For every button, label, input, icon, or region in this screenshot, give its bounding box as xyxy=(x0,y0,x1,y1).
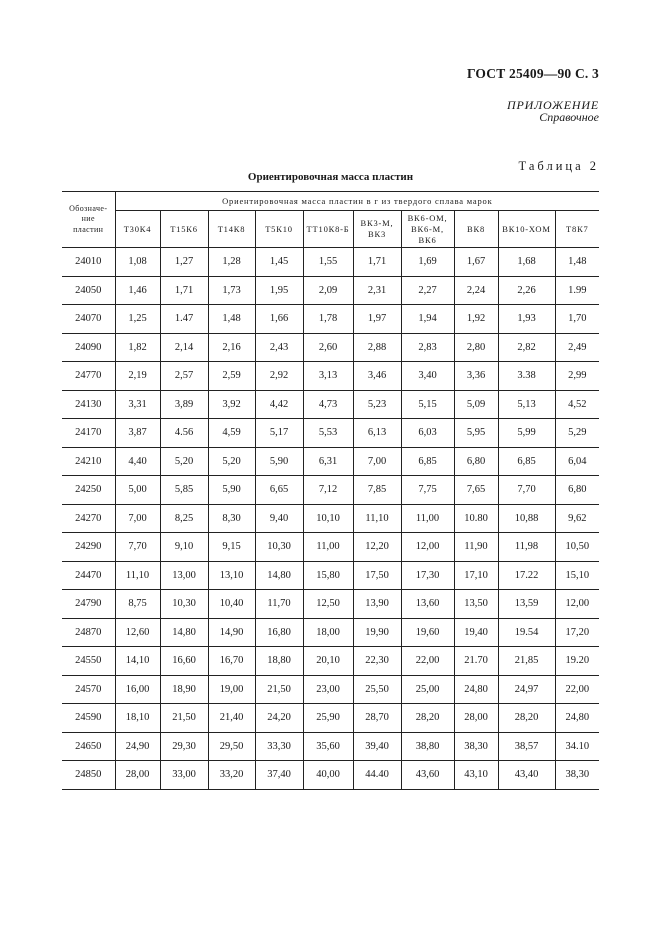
mass-cell: 28,20 xyxy=(498,704,555,733)
mass-cell: 19,90 xyxy=(353,618,401,647)
mass-cell: 10,40 xyxy=(208,590,255,619)
mass-cell: 22,30 xyxy=(353,647,401,676)
plate-designation: 24290 xyxy=(62,533,115,562)
mass-cell: 17,50 xyxy=(353,561,401,590)
plate-designation: 24130 xyxy=(62,390,115,419)
mass-cell: 2,60 xyxy=(303,333,353,362)
mass-cell: 23,00 xyxy=(303,675,353,704)
mass-cell: 7,00 xyxy=(353,447,401,476)
plate-designation: 24870 xyxy=(62,618,115,647)
mass-cell: 1,28 xyxy=(208,248,255,277)
mass-cell: 2,19 xyxy=(115,362,160,391)
mass-cell: 16,70 xyxy=(208,647,255,676)
mass-cell: 3,40 xyxy=(401,362,454,391)
mass-cell: 24,97 xyxy=(498,675,555,704)
mass-cell: 1,92 xyxy=(454,305,498,334)
mass-cell: 21,50 xyxy=(160,704,208,733)
column-header-line: Т8К7 xyxy=(566,223,589,234)
column-header-line: ВК10-ХОМ xyxy=(502,223,551,234)
mass-cell: 7,12 xyxy=(303,476,353,505)
table-row xyxy=(62,504,599,533)
mass-cell: 2,92 xyxy=(255,362,303,391)
mass-cell: 29,30 xyxy=(160,732,208,761)
column-header-line: ВК3 xyxy=(368,229,386,239)
mass-cell: 16,00 xyxy=(115,675,160,704)
mass-cell: 35,60 xyxy=(303,732,353,761)
mass-cell: 5,09 xyxy=(454,390,498,419)
plate-designation: 24170 xyxy=(62,419,115,448)
mass-cell: 3,13 xyxy=(303,362,353,391)
mass-cell: 8,30 xyxy=(208,504,255,533)
mass-cell: 1,27 xyxy=(160,248,208,277)
mass-cell: 19,00 xyxy=(208,675,255,704)
column-header-line: ТТ10К8-Б xyxy=(306,223,350,234)
mass-cell: 17,20 xyxy=(555,618,599,647)
plate-designation: 24850 xyxy=(62,761,115,790)
plate-designation: 24470 xyxy=(62,561,115,590)
column-header xyxy=(353,211,401,248)
mass-cell: 6,03 xyxy=(401,419,454,448)
mass-cell: 13,60 xyxy=(401,590,454,619)
mass-cell: 18,80 xyxy=(255,647,303,676)
mass-cell: 11,70 xyxy=(255,590,303,619)
mass-cell: 38,30 xyxy=(454,732,498,761)
mass-cell: 24,90 xyxy=(115,732,160,761)
column-header xyxy=(555,211,599,248)
mass-cell: 6,85 xyxy=(401,447,454,476)
designation-header xyxy=(62,192,115,248)
mass-cell: 40,00 xyxy=(303,761,353,790)
mass-cell: 13,90 xyxy=(353,590,401,619)
table-row xyxy=(62,561,599,590)
mass-cell: 18,90 xyxy=(160,675,208,704)
mass-cell: 1,48 xyxy=(208,305,255,334)
mass-cell: 4,59 xyxy=(208,419,255,448)
mass-cell: 5,20 xyxy=(208,447,255,476)
mass-cell: 1,82 xyxy=(115,333,160,362)
plate-designation: 24790 xyxy=(62,590,115,619)
mass-cell: 33,00 xyxy=(160,761,208,790)
mass-cell: 19,60 xyxy=(401,618,454,647)
mass-cell: 2,26 xyxy=(498,276,555,305)
mass-cell: 38,80 xyxy=(401,732,454,761)
mass-cell: 3.38 xyxy=(498,362,555,391)
plate-designation: 24550 xyxy=(62,647,115,676)
mass-cell: 1,71 xyxy=(353,248,401,277)
plate-designation: 24090 xyxy=(62,333,115,362)
column-header-line: Т5К10 xyxy=(265,223,293,234)
mass-cell: 2,09 xyxy=(303,276,353,305)
mass-cell: 11,10 xyxy=(115,561,160,590)
mass-group-header: Ориентировочная масса пластин в г из твердого сплава марок xyxy=(115,192,599,211)
mass-cell: 10,50 xyxy=(555,533,599,562)
mass-cell: 1,97 xyxy=(353,305,401,334)
mass-cell: 2,43 xyxy=(255,333,303,362)
mass-cell: 1,46 xyxy=(115,276,160,305)
mass-cell: 4,42 xyxy=(255,390,303,419)
table-title: Ориентировочная масса пластин xyxy=(247,171,414,183)
mass-cell: 5,85 xyxy=(160,476,208,505)
mass-cell: 2,88 xyxy=(353,333,401,362)
mass-cell: 1.99 xyxy=(555,276,599,305)
mass-cell: 21,85 xyxy=(498,647,555,676)
mass-cell: 16,80 xyxy=(255,618,303,647)
column-header-line: ВК6-ОМ, xyxy=(407,212,448,223)
mass-cell: 21,40 xyxy=(208,704,255,733)
mass-cell: 6,85 xyxy=(498,447,555,476)
mass-cell: 4,40 xyxy=(115,447,160,476)
mass-cell: 38,30 xyxy=(555,761,599,790)
mass-cell: 10.80 xyxy=(454,504,498,533)
mass-cell: 13,00 xyxy=(160,561,208,590)
mass-cell: 10,88 xyxy=(498,504,555,533)
mass-cell: 8,75 xyxy=(115,590,160,619)
mass-cell: 6,13 xyxy=(353,419,401,448)
column-header xyxy=(401,211,454,248)
mass-cell: 34.10 xyxy=(555,732,599,761)
mass-cell: 44.40 xyxy=(353,761,401,790)
column-header-line: Т14К8 xyxy=(217,223,246,234)
mass-cell: 17.22 xyxy=(498,561,555,590)
table-row xyxy=(62,476,599,505)
column-header-line: ВК6-М, xyxy=(411,223,444,234)
mass-cell: 2,80 xyxy=(454,333,498,362)
table-row xyxy=(62,675,599,704)
mass-cell: 2,31 xyxy=(353,276,401,305)
mass-cell: 11,10 xyxy=(353,504,401,533)
mass-cell: 7,65 xyxy=(454,476,498,505)
column-header xyxy=(498,211,555,248)
mass-cell: 22,00 xyxy=(555,675,599,704)
designation-header-line: пластин xyxy=(73,224,104,234)
mass-cell: 6,31 xyxy=(303,447,353,476)
mass-cell: 28,20 xyxy=(401,704,454,733)
mass-cell: 3,89 xyxy=(160,390,208,419)
mass-cell: 19,40 xyxy=(454,618,498,647)
mass-cell: 18,10 xyxy=(115,704,160,733)
table-row xyxy=(62,590,599,619)
mass-cell: 5,20 xyxy=(160,447,208,476)
mass-cell: 7,00 xyxy=(115,504,160,533)
mass-cell: 1,55 xyxy=(303,248,353,277)
plate-designation: 24250 xyxy=(62,476,115,505)
mass-cell: 12,00 xyxy=(401,533,454,562)
mass-cell: 2,14 xyxy=(160,333,208,362)
mass-cell: 7,70 xyxy=(498,476,555,505)
mass-cell: 16,60 xyxy=(160,647,208,676)
table-row xyxy=(62,761,599,790)
mass-cell: 4,73 xyxy=(303,390,353,419)
mass-cell: 6,80 xyxy=(454,447,498,476)
mass-cell: 3,31 xyxy=(115,390,160,419)
mass-cell: 10,30 xyxy=(160,590,208,619)
mass-cell: 29,50 xyxy=(208,732,255,761)
mass-cell: 14,90 xyxy=(208,618,255,647)
column-header xyxy=(115,211,160,248)
mass-cell: 5,13 xyxy=(498,390,555,419)
mass-cell: 1,71 xyxy=(160,276,208,305)
mass-cell: 5,17 xyxy=(255,419,303,448)
plate-designation: 24590 xyxy=(62,704,115,733)
mass-cell: 15,10 xyxy=(555,561,599,590)
column-header-line: Т30К4 xyxy=(123,223,152,234)
mass-cell: 2,49 xyxy=(555,333,599,362)
plate-designation: 24650 xyxy=(62,732,115,761)
mass-cell: 1,45 xyxy=(255,248,303,277)
mass-cell: 43,40 xyxy=(498,761,555,790)
plate-designation: 24070 xyxy=(62,305,115,334)
mass-cell: 4.56 xyxy=(160,419,208,448)
plate-designation: 24570 xyxy=(62,675,115,704)
mass-cell: 28,00 xyxy=(454,704,498,733)
designation-header-line: ние xyxy=(81,214,95,224)
mass-cell: 33,20 xyxy=(208,761,255,790)
mass-cell: 37,40 xyxy=(255,761,303,790)
mass-cell: 2,16 xyxy=(208,333,255,362)
mass-cell: 4,52 xyxy=(555,390,599,419)
mass-cell: 2,59 xyxy=(208,362,255,391)
table-row xyxy=(62,533,599,562)
mass-cell: 33,30 xyxy=(255,732,303,761)
mass-cell: 12,00 xyxy=(555,590,599,619)
mass-cell: 3,46 xyxy=(353,362,401,391)
mass-cell: 7,70 xyxy=(115,533,160,562)
mass-cell: 13,50 xyxy=(454,590,498,619)
mass-cell: 19.54 xyxy=(498,618,555,647)
mass-cell: 1,95 xyxy=(255,276,303,305)
mass-cell: 11,90 xyxy=(454,533,498,562)
mass-cell: 1,68 xyxy=(498,248,555,277)
mass-cell: 6,80 xyxy=(555,476,599,505)
page-header: ГОСТ 25409—90 С. 3 xyxy=(466,66,599,81)
mass-cell: 24,80 xyxy=(555,704,599,733)
mass-cell: 14,80 xyxy=(160,618,208,647)
mass-cell: 15,80 xyxy=(303,561,353,590)
mass-cell: 24,80 xyxy=(454,675,498,704)
mass-cell: 9,10 xyxy=(160,533,208,562)
mass-cell: 25,00 xyxy=(401,675,454,704)
table-row xyxy=(62,618,599,647)
mass-cell: 9,62 xyxy=(555,504,599,533)
mass-cell: 39,40 xyxy=(353,732,401,761)
mass-cell: 1,73 xyxy=(208,276,255,305)
plate-mass-table xyxy=(62,191,599,790)
mass-cell: 28,70 xyxy=(353,704,401,733)
mass-cell: 2,27 xyxy=(401,276,454,305)
mass-cell: 25,90 xyxy=(303,704,353,733)
mass-cell: 2,83 xyxy=(401,333,454,362)
appendix-label xyxy=(507,99,599,123)
plate-designation: 24270 xyxy=(62,504,115,533)
table-row xyxy=(62,305,599,334)
mass-cell: 18,00 xyxy=(303,618,353,647)
mass-cell: 14,80 xyxy=(255,561,303,590)
mass-cell: 6,65 xyxy=(255,476,303,505)
mass-cell: 12,20 xyxy=(353,533,401,562)
mass-cell: 11,98 xyxy=(498,533,555,562)
mass-cell: 1,69 xyxy=(401,248,454,277)
mass-cell: 2,24 xyxy=(454,276,498,305)
mass-cell: 1,66 xyxy=(255,305,303,334)
mass-cell: 1,67 xyxy=(454,248,498,277)
mass-cell: 5,90 xyxy=(255,447,303,476)
mass-cell: 11,00 xyxy=(303,533,353,562)
table-row xyxy=(62,419,599,448)
mass-cell: 38,57 xyxy=(498,732,555,761)
mass-cell: 1,93 xyxy=(498,305,555,334)
mass-cell: 3,87 xyxy=(115,419,160,448)
mass-cell: 24,20 xyxy=(255,704,303,733)
designation-header-line: Обозначе- xyxy=(69,203,108,213)
mass-cell: 1,70 xyxy=(555,305,599,334)
table-number: Таблица 2 xyxy=(518,159,599,173)
mass-cell: 9,40 xyxy=(255,504,303,533)
appendix-subtitle: Справочное xyxy=(539,110,599,124)
mass-cell: 13,10 xyxy=(208,561,255,590)
mass-cell: 1,25 xyxy=(115,305,160,334)
mass-cell: 43,60 xyxy=(401,761,454,790)
mass-cell: 1,94 xyxy=(401,305,454,334)
mass-cell: 7,75 xyxy=(401,476,454,505)
column-header-line: ВК3-М, xyxy=(360,218,394,228)
table-row xyxy=(62,447,599,476)
mass-cell: 5,15 xyxy=(401,390,454,419)
mass-cell: 20,10 xyxy=(303,647,353,676)
mass-cell: 12,50 xyxy=(303,590,353,619)
mass-cell: 5,99 xyxy=(498,419,555,448)
mass-cell: 7,85 xyxy=(353,476,401,505)
mass-cell: 5,53 xyxy=(303,419,353,448)
mass-cell: 17,10 xyxy=(454,561,498,590)
mass-cell: 43,10 xyxy=(454,761,498,790)
plate-designation: 24010 xyxy=(62,248,115,277)
mass-cell: 1,08 xyxy=(115,248,160,277)
mass-cell: 14,10 xyxy=(115,647,160,676)
mass-cell: 10,10 xyxy=(303,504,353,533)
plate-designation: 24210 xyxy=(62,447,115,476)
mass-cell: 22,00 xyxy=(401,647,454,676)
mass-cell: 5,00 xyxy=(115,476,160,505)
mass-cell: 25,50 xyxy=(353,675,401,704)
mass-cell: 1.47 xyxy=(160,305,208,334)
mass-cell: 17,30 xyxy=(401,561,454,590)
table-row xyxy=(62,248,599,277)
mass-cell: 28,00 xyxy=(115,761,160,790)
column-header xyxy=(454,211,498,248)
mass-cell: 5,23 xyxy=(353,390,401,419)
mass-cell: 21.70 xyxy=(454,647,498,676)
column-header xyxy=(255,211,303,248)
mass-cell: 13,59 xyxy=(498,590,555,619)
column-header xyxy=(160,211,208,248)
table-row xyxy=(62,647,599,676)
plate-designation: 24050 xyxy=(62,276,115,305)
mass-cell: 5,90 xyxy=(208,476,255,505)
mass-cell: 9,15 xyxy=(208,533,255,562)
table-row xyxy=(62,390,599,419)
mass-cell: 3,36 xyxy=(454,362,498,391)
mass-cell: 5,29 xyxy=(555,419,599,448)
column-header xyxy=(303,211,353,248)
mass-cell: 1,48 xyxy=(555,248,599,277)
mass-cell: 21,50 xyxy=(255,675,303,704)
mass-cell: 1,78 xyxy=(303,305,353,334)
mass-cell: 5,95 xyxy=(454,419,498,448)
mass-cell: 3,92 xyxy=(208,390,255,419)
appendix-title: ПРИЛОЖЕНИЕ xyxy=(507,98,599,112)
mass-cell: 2,82 xyxy=(498,333,555,362)
table-row xyxy=(62,276,599,305)
plate-designation: 24770 xyxy=(62,362,115,391)
column-header xyxy=(208,211,255,248)
mass-cell: 12,60 xyxy=(115,618,160,647)
column-header-line: ВК8 xyxy=(467,223,485,234)
column-header-line: ВК6 xyxy=(418,234,437,245)
mass-cell: 2,99 xyxy=(555,362,599,391)
mass-cell: 6,04 xyxy=(555,447,599,476)
table-row xyxy=(62,732,599,761)
mass-cell: 19.20 xyxy=(555,647,599,676)
table-row xyxy=(62,704,599,733)
mass-cell: 2,57 xyxy=(160,362,208,391)
table-row xyxy=(62,333,599,362)
column-header-line: Т15К6 xyxy=(170,223,198,234)
table-row xyxy=(62,362,599,391)
mass-cell: 10,30 xyxy=(255,533,303,562)
mass-cell: 8,25 xyxy=(160,504,208,533)
mass-cell: 11,00 xyxy=(401,504,454,533)
